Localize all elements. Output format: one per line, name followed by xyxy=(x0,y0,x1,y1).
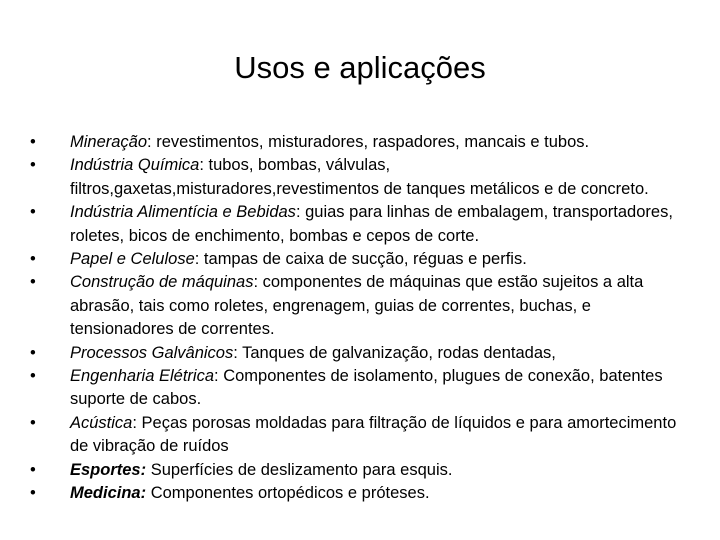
item-term: Indústria Alimentícia e Bebidas xyxy=(70,203,296,222)
list-item-processos-galvanicos xyxy=(30,342,690,365)
item-separator: : xyxy=(147,133,152,151)
list-item-engenharia-eletrica xyxy=(30,365,690,412)
item-term: Mineração xyxy=(70,133,148,151)
item-description: Tanques de galvanização, rodas dentadas, xyxy=(237,343,556,362)
item-separator: : xyxy=(253,273,259,292)
item-term: Indústria Química xyxy=(70,156,200,175)
item-description: revestimentos, misturadores, raspadores, mancais e tubos. xyxy=(151,133,590,151)
list-item-acustica xyxy=(30,412,690,459)
bullet-icon: • xyxy=(30,273,36,292)
item-term: Papel e Celulose xyxy=(70,250,195,269)
list-item-industria-quimica xyxy=(30,154,690,201)
bullet-icon: • xyxy=(30,343,36,362)
item-description: Peças porosas moldadas para filtração de líquidos e para amortecimento de vibração de ruídos xyxy=(70,413,677,456)
bullet-icon: • xyxy=(30,133,36,151)
bullet-icon: • xyxy=(30,460,36,479)
item-description: Componentes de isolamento, plugues de conexão, batentes suporte de cabos. xyxy=(70,367,663,409)
item-separator: : xyxy=(194,250,200,269)
slide-title: Usos e aplicações xyxy=(234,50,486,85)
item-description: tampas de caixa de sucção, réguas e perfis. xyxy=(199,250,527,269)
applications-list xyxy=(30,131,690,506)
list-item-industria-alimenticia xyxy=(30,201,690,248)
item-term: Processos Galvânicos xyxy=(70,343,234,362)
list-item-esportes xyxy=(30,459,690,482)
item-term: Esportes: xyxy=(70,460,147,479)
item-description: Superfícies de deslizamento para esquis. xyxy=(146,460,453,479)
list-item-medicina xyxy=(30,482,690,505)
item-separator: : xyxy=(132,413,137,432)
bullet-icon: • xyxy=(30,203,36,222)
bullet-icon: • xyxy=(30,413,36,432)
item-separator: : xyxy=(295,203,301,222)
item-description: componentes de máquinas que estão sujeitos a alta abrasão, tais como roletes, engrenagem, guias de correntes, buchas, e tensionadores de correntes. xyxy=(70,273,644,339)
item-separator: : xyxy=(199,156,204,175)
item-term: Acústica xyxy=(70,413,133,432)
bullet-icon: • xyxy=(30,484,36,503)
item-description: tubos, bombas, válvulas, filtros,gaxetas,misturadores,revestimentos de tanques metálicos e de concreto. xyxy=(70,156,649,198)
item-term: Engenharia Elétrica xyxy=(70,367,215,386)
bullet-icon: • xyxy=(30,250,36,269)
list-item-construcao-maquinas xyxy=(30,271,690,341)
item-term: Medicina: xyxy=(70,484,147,503)
list-item-mineracao xyxy=(30,131,690,154)
list-item-papel-celulose xyxy=(30,248,690,271)
bullet-icon: • xyxy=(30,156,36,175)
bullet-icon: • xyxy=(30,367,36,386)
item-separator: : xyxy=(233,343,238,362)
item-description: Componentes ortopédicos e próteses. xyxy=(146,484,430,503)
item-separator: : xyxy=(214,367,219,386)
item-term: Construção de máquinas xyxy=(70,273,254,292)
item-description: guias para linhas de embalagem, transportadores, roletes, bicos de enchimento, bombas e cepos de corte. xyxy=(70,203,673,245)
